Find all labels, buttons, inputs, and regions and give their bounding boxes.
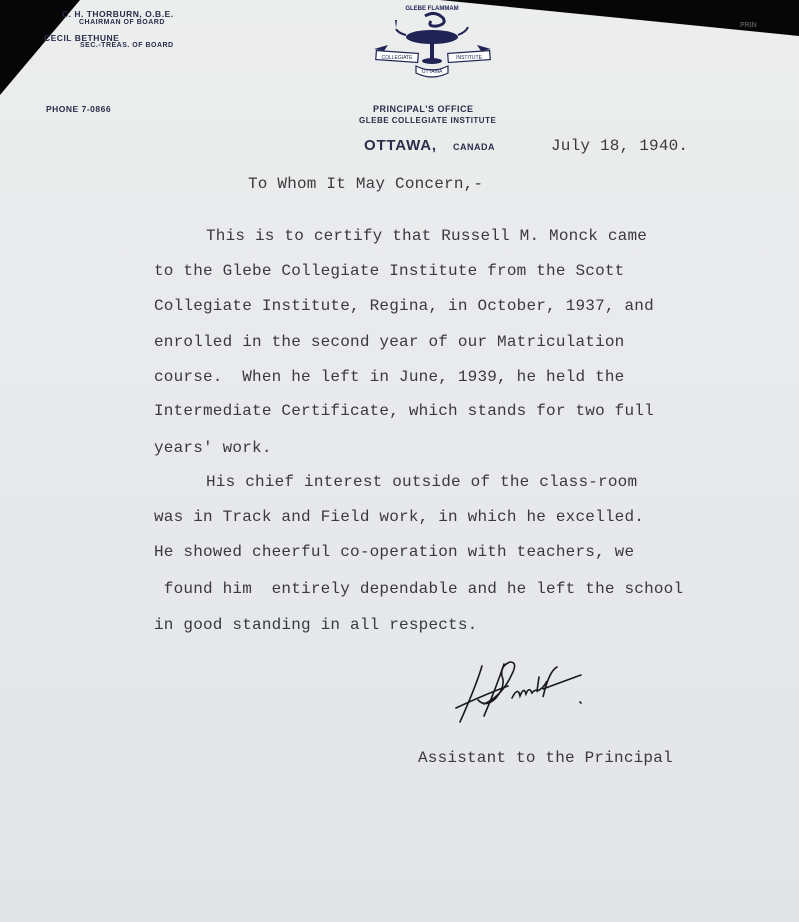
school-crest-logo [370, 2, 495, 80]
crest-bottom-banner: OTTAWA [421, 69, 443, 75]
phone-number: PHONE 7-0866 [46, 104, 112, 114]
body-line: Intermediate Certificate, which stands for two full [154, 402, 654, 420]
letter-date: July 18, 1940. [551, 137, 689, 155]
signatory-title: Assistant to the Principal [418, 749, 673, 767]
body-line: was in Track and Field work, in which he excelled. [154, 508, 645, 526]
crest-right-banner: INSTITUTE [456, 55, 482, 61]
office-title: PRINCIPAL'S OFFICE [373, 104, 474, 114]
body-line: His chief interest outside of the class-room [206, 473, 638, 491]
crest-motto: GLEBE FLAMMAM [405, 6, 459, 12]
body-line: found him entirely dependable and he left the school [154, 580, 684, 598]
school-name: GLEBE COLLEGIATE INSTITUTE [359, 116, 497, 125]
city: OTTAWA, [364, 137, 437, 154]
body-line: This is to certify that Russell M. Monck came [206, 227, 648, 245]
salutation: To Whom It May Concern,- [248, 175, 484, 193]
body-line: Collegiate Institute, Regina, in October, 1937, and [154, 297, 654, 315]
country: CANADA [453, 142, 495, 152]
corner-text: PRIN [740, 22, 757, 29]
body-line: He showed cheerful co-operation with teachers, we [154, 543, 635, 561]
body-line: to the Glebe Collegiate Institute from the Scott [154, 262, 625, 280]
chairman-name: C. H. THORBURN, O.B.E. [62, 9, 174, 19]
body-line: years' work. [154, 439, 272, 457]
secretary-title: SEC.-TREAS. OF BOARD [80, 42, 174, 49]
body-line: enrolled in the second year of our Matriculation [154, 333, 625, 351]
handwritten-signature [452, 658, 597, 728]
body-line: course. When he left in June, 1939, he held the [154, 368, 625, 386]
body-line: in good standing in all respects. [154, 616, 478, 634]
chairman-title: CHAIRMAN OF BOARD [79, 19, 165, 26]
secretary-name: CECIL BETHUNE [44, 33, 120, 43]
crest-left-banner: COLLEGIATE [381, 55, 413, 61]
